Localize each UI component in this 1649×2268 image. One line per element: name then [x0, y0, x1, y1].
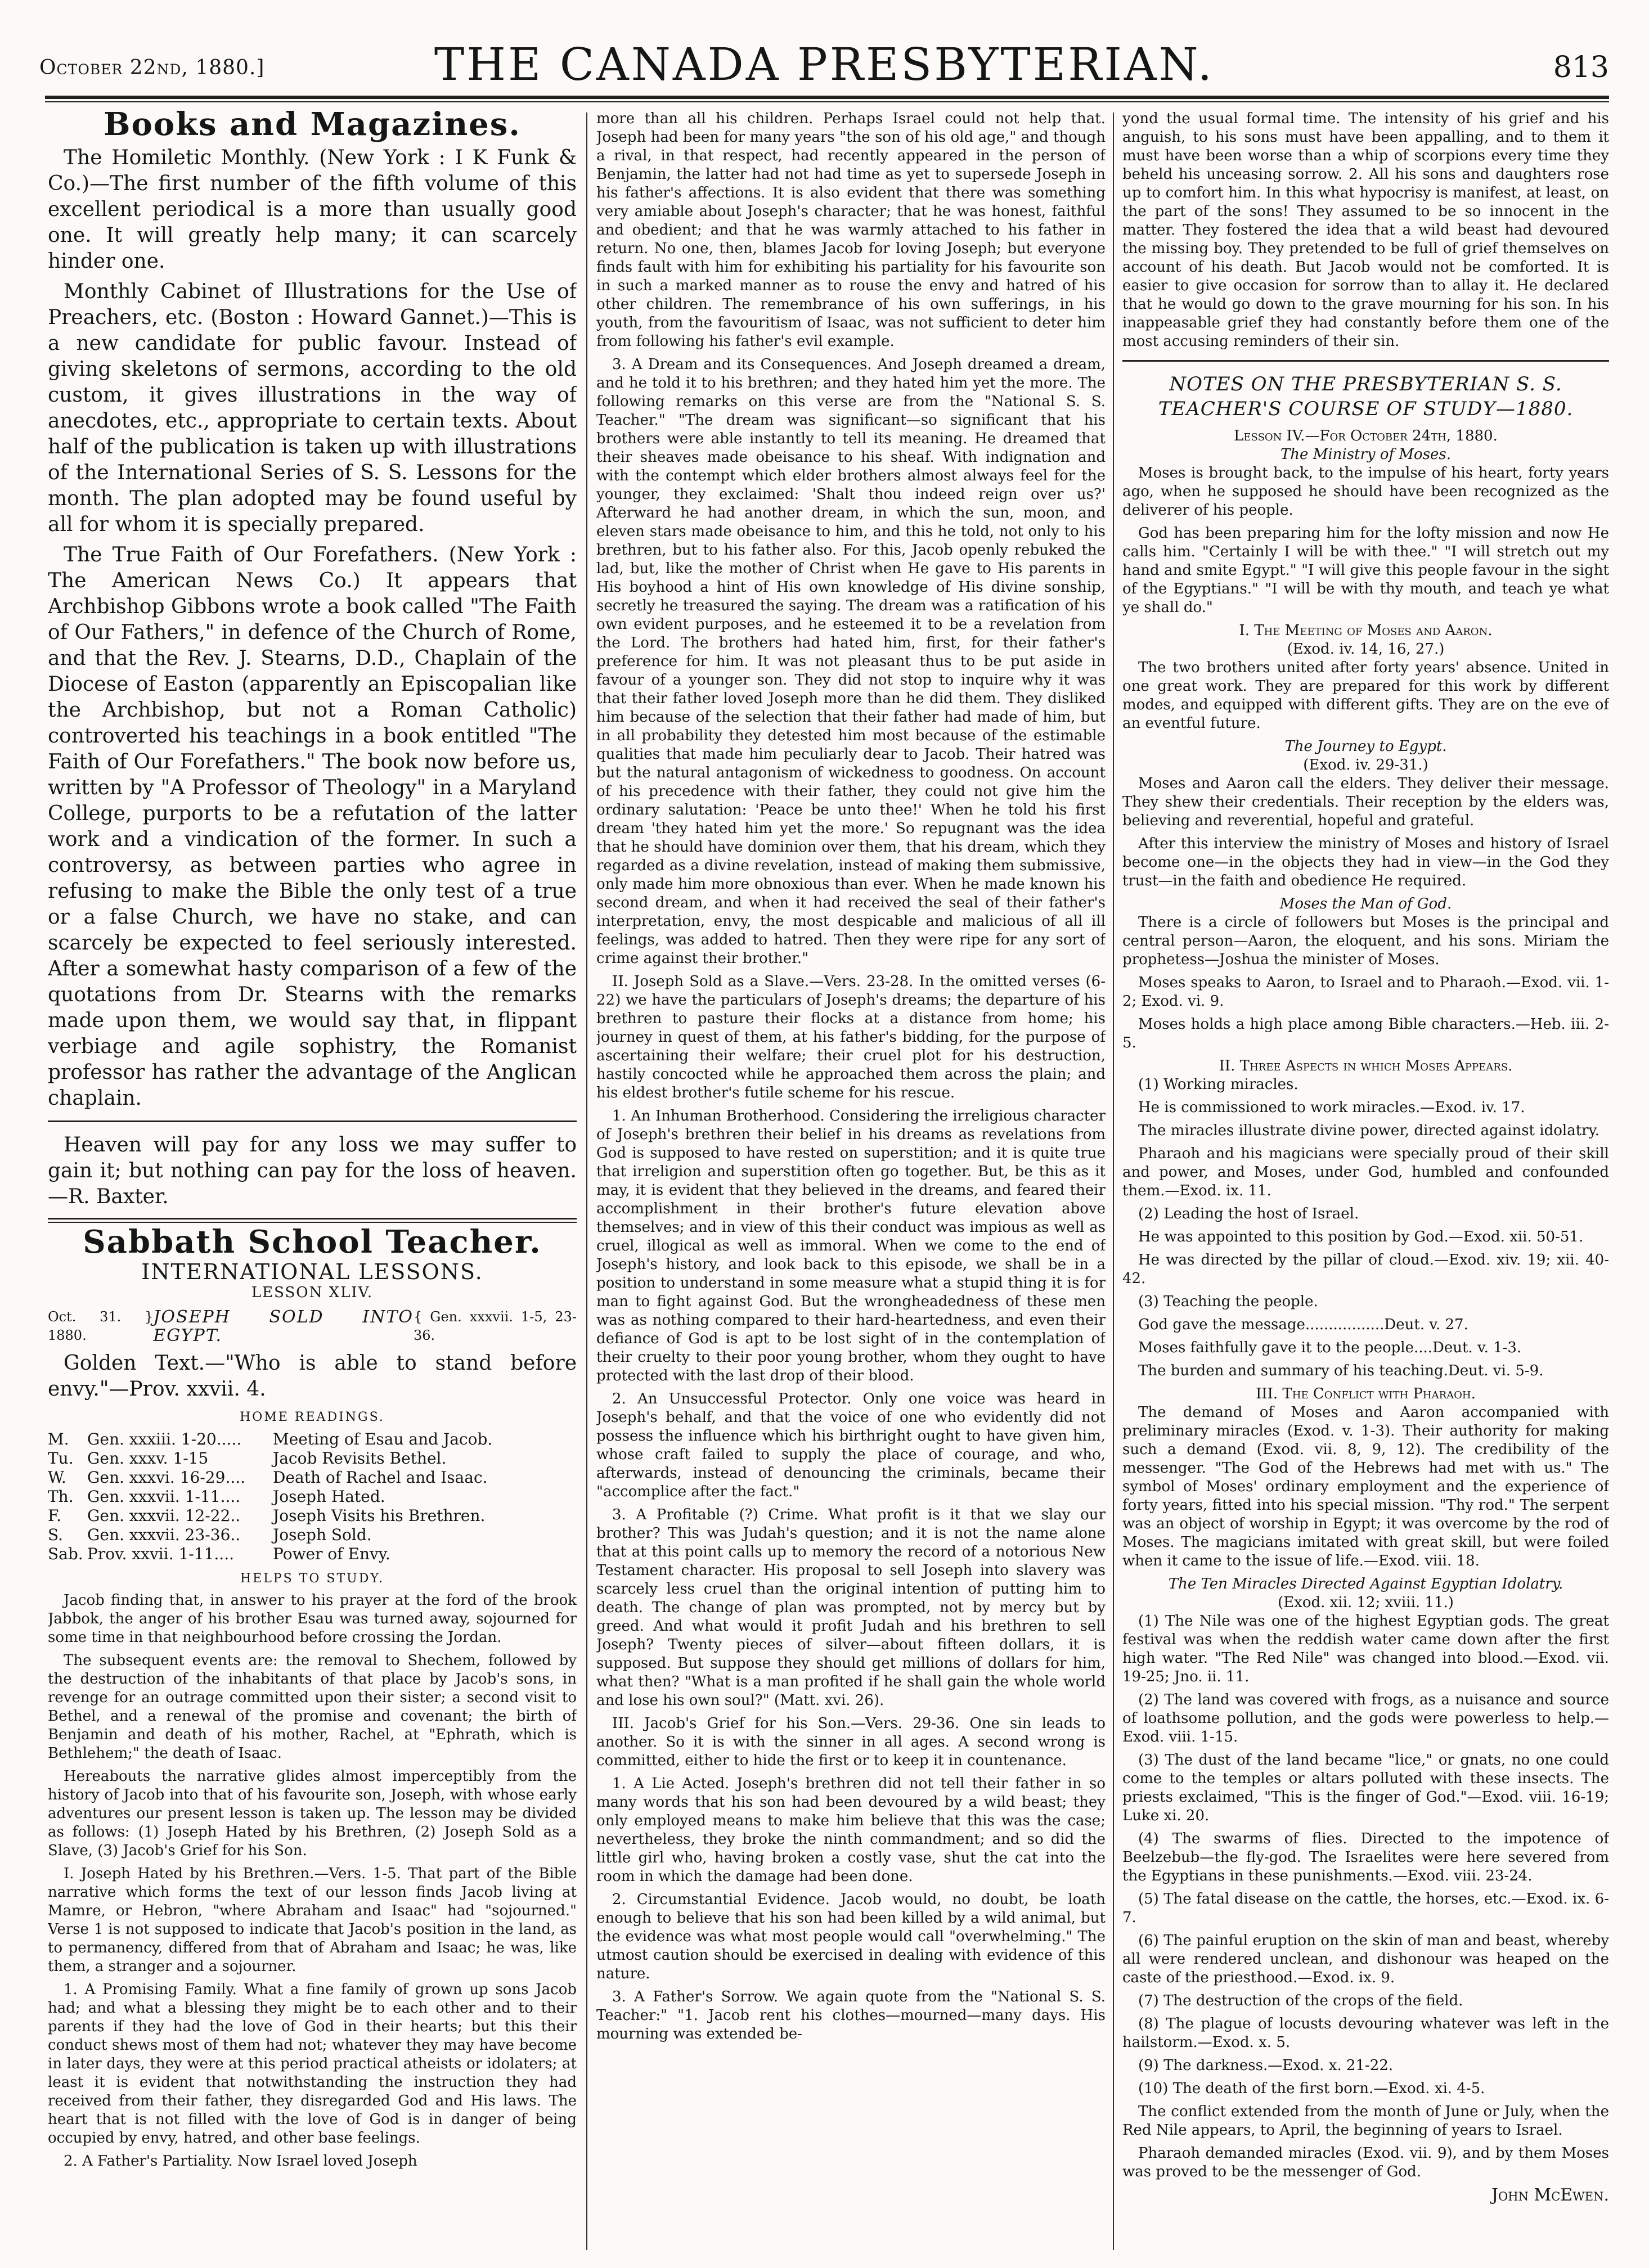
article-paragraph: more than all his children. Perhaps Israel could not help that. Joseph had been for many years "the son of his old age," and though a rival, in that respect, had recently appeared in the person of Benjamin, the latter had not had time as yet to supersede Joseph in his father's affections. It is also evident that there was something very amiable about Joseph's character; that he was honest, faithful and obedient; and that he was warmly attached to his father in return. No one, then, blames Jacob for loving Joseph; but everyone finds fault with him for exhibiting his partiality for his favourite son in such a marked manner as to rouse the envy and hatred of his other children. The remembrance of his own sufferings, in his youth, from the favouritism of Isaac, was not sufficient to deter him from following his father's evil example.	[596, 110, 1106, 350]
miracle-item: (9) The darkness.—Exod. x. 21-22.	[1138, 2057, 1394, 2074]
lesson-reference: { Gen. xxxvii. 1-5, 23-36.	[413, 1309, 577, 1343]
column-divider	[1113, 112, 1114, 2250]
notes-paragraph: The burden and summary of his teaching.Deut. vi. 5-9.	[1138, 1362, 1544, 1379]
scripture-reference: (Exod. iv. 14, 16, 27.)	[1287, 641, 1445, 658]
section-rule	[1122, 360, 1609, 362]
article-paragraph: 3. A Father's Sorrow. We again quote from the "National S. S. Teacher:" "1. Jacob rent his clothes—mourned—many days. His mourning was extended be-	[596, 1988, 1106, 2042]
article-paragraph: II. Joseph Sold as a Slave.—Vers. 23-28. In the omitted verses (6-22) we have the particulars of Joseph's dreams; the departure of his brethren to pasture their flocks at a distance from home; his journey in quest of them, at his father's bidding, for the purpose of ascertaining their welfare; their cruel plot for his destruction, hastily concocted while he approached them across the plain; and his eldest brother's futile scheme for his rescue.	[596, 973, 1106, 1101]
article-paragraph: yond the usual formal time. The intensity of his grief and his anguish, to his sons must have been appalling, and to them it must have been worse than a whip of scorpions every time they beheld his unceasing sorrow. 2. All his sons and daughters rose up to comfort him. In this what hypocrisy is manifest, at least, on the part of the sons! They assumed to be so innocent in the matter. They fostered the idea that a wild beast had devoured the missing boy. They pretended to be full of grief themselves on account of his death. But Jacob would not be comforted. It is easier to give occasion for sorrow than to allay it. He declared that he would go down to the grave mourning for his son. In his inappeasable grief they had constantly before them one of the most accusing reminders of their sin.	[1122, 110, 1609, 350]
reading-desc: Death of Rachel and Isaac.	[273, 1468, 488, 1487]
notes-paragraph: The miracles illustrate divine power, directed against idolatry.	[1138, 1122, 1600, 1139]
helps-heading: HELPS TO STUDY.	[240, 1572, 385, 1586]
column-divider	[586, 112, 587, 2250]
reading-ref: Gen. xxxvii. 23-36..	[87, 1526, 241, 1544]
review-true-faith: The True Faith of Our Forefathers. (New York : The American News Co.) It appears that Archbishop Gibbons wrote a book called "The Faith of Our Fathers," in defence of the Church of Rome, and that the Rev. J. Stearns, D.D., Chaplain of the Diocese of Easton (apparently an Episcopalian like the Archbishop, but not a Roman Catholic) controverted his teachings in a book entitled "The Faith of Our Forefathers." The book now before us, written by "A Professor of Theology" in a Maryland College, purports to be a refutation of the latter work and a vindication of the former. In such a controversy, as between parties who agree in refusing to make the Bible the only test of a true or a false Church, we have no stake, and can scarcely be expected to feel seriously interested. After a somewhat hasty comparison of a few of the quotations from Dr. Stearns with the remarks made upon them, we would say that, in flippant verbiage and agile sophistry, the Romanist professor has rather the advantage of the Anglican chaplain.	[48, 543, 577, 1110]
subheading: The Ten Miracles Directed Against Egyptian Idolatry.	[1168, 1576, 1563, 1592]
notes-paragraph: The conflict extended from the month of June or July, when the Red Nile appears, to April, the beginning of years to Israel.	[1122, 2103, 1609, 2139]
scripture-reference: (Exod. iv. 29-31.)	[1303, 757, 1428, 773]
miracle-item: (1) The Nile was one of the highest Egyptian gods. The great festival was when the reddish water came down after the first high water. "The Red Nile" was changed into blood.—Exod. vii. 19-25; Jno. ii. 11.	[1122, 1613, 1609, 1685]
column-middle	[596, 110, 1106, 2253]
reading-day: Sab.	[48, 1545, 83, 1563]
helps-paragraph: 2. A Father's Partiality. Now Israel loved Joseph	[64, 2153, 417, 2170]
notes-paragraph: (3) Teaching the people.	[1138, 1293, 1318, 1310]
reading-desc: Jacob Revisits Bethel.	[273, 1449, 447, 1468]
lesson-title: JOSEPH SOLD INTO EGYPT.	[153, 1307, 414, 1346]
notes-heading: NOTES ON THE PRESBYTERIAN S. S. TEACHER'S COURSE OF STUDY—1880.	[1158, 373, 1574, 420]
miracle-item: (4) The swarms of flies. Directed to the impotence of Beelzebub—the fly-god. The Israelites were here severed from the Egyptians in these punishments.—Exod. viii. 23-24.	[1122, 1830, 1609, 1884]
masthead	[39, 28, 1609, 101]
helps-paragraph: The subsequent events are: the removal to Shechem, followed by the destruction of the inhabitants of that place by Jacob's sons, in revenge for an outrage committed upon their sister; a second visit to Bethel, and a renewal of the promise and covenant; the birth of Benjamin and death of his mother, Rachel, at "Ephrath, which is Bethlehem;" the death of Isaac.	[48, 1652, 577, 1762]
reading-ref: Gen. xxxvii. 1-11....	[87, 1487, 241, 1506]
reading-desc: Power of Envy.	[273, 1545, 390, 1563]
masthead-rule-thin	[45, 101, 1609, 102]
table-row	[48, 1468, 577, 1487]
notes-paragraph: There is a circle of followers but Moses is the principal and central person—Aaron, the eloquent, and his sons. Miriam the prophetess—Joshua the minister of Moses.	[1122, 914, 1609, 968]
article-paragraph: 3. A Dream and its Consequences. And Joseph dreamed a dream, and he told it to his brethren; and they hated him yet the more. The following remarks on this verse are from the "National S. S. Teacher." "The dream was significant—so significant that his brothers were able instantly to tell its meaning. He dreamed that their sheaves made obeisance to his sheaf. With indignation and with the contempt which elder brothers almost always feel for the younger, they exclaimed: 'Shalt thou indeed reign over us?' Afterward he had another dream, in which the sun, moon, and eleven stars made obeisance to him, and this he told, not only to his brethren, but to his father also. For this, Jacob openly rebuked the lad, but, like the mother of Christ when He gave to His parents in His boyhood a hint of His own knowledge of His divine sonship, secretly he treasured the saying. The dream was a ratification of his own evident purposes, and he esteemed it to be a revelation from the Lord. The brothers had hated him, first, for their father's preference for him. It was not pleasant thus to be put aside in favour of a younger son. They did not stop to inquire why it was that their father loved Joseph more than he did them. They disliked him because of the selection that their father had made of him, but in all probability they detested him most because of the estimable qualities that made him peculiarly dear to Jacob. Their hatred was but the natural antagonism of wickedness to goodness. On account of his precedence with their father, they could not give him the ordinary salutation: 'Peace be unto thee!' When he told his first dream 'they hated him yet the more.' So repugnant was the idea that he should have dominion over them, that his dream, which they regarded as a divine revelation, instead of making them submissive, only made him more obnoxious than ever. When he made known his second dream, and when it had received the seal of their father's interpretation, envy, the most despicable and malicious of all ill feelings, was added to hatred. Then they were ripe for any sort of crime against their brother."	[596, 356, 1106, 967]
lesson-line	[48, 1308, 577, 1345]
notes-paragraph: Pharaoh and his magicians were specially proud of their skill and power, and Moses, under God, humbled and confounded them.—Exod. ix. 11.	[1122, 1145, 1609, 1199]
article-paragraph: III. Jacob's Grief for his Son.—Vers. 29-36. One sin leads to another. So it is with the sinner in all ages. A second wrong is committed, either to hide the first or to keep it in countenance.	[596, 1715, 1106, 1769]
notes-paragraph: Moses is brought back, to the impulse of his heart, forty years ago, when he supposed he should have been recognized as the deliverer of his people.	[1122, 465, 1609, 519]
reading-day: F.	[48, 1506, 61, 1525]
column-left	[48, 110, 577, 2253]
helps-paragraph: Jacob finding that, in answer to his prayer at the ford of the brook Jabbok, the anger of his brother Esau was turned away, sojourned for some time in that neighbourhood before crossing the Jordan.	[48, 1592, 577, 1646]
section-rule	[48, 1120, 577, 1122]
miracle-item: (2) The land was covered with frogs, as a nuisance and source of loathsome pollution, and the gods were powerless to help.—Exod. viii. 1-15.	[1122, 1691, 1609, 1745]
reading-desc: Joseph Sold.	[273, 1526, 372, 1544]
issue-date: October 22nd, 1880.]	[39, 56, 265, 79]
article-paragraph: 3. A Profitable (?) Crime. What profit is it that we slay our brother? This was Judah's question; and it is not the name alone that at this point calls up to memory the record of a notorious New Testament character. His proposal to sell Joseph into slavery was scarcely less cruel than the original intention of putting him to death. The change of plan was prompted, not by mercy but by greed. And what would it profit Judah and his brethren to sell Joseph? Twenty pieces of silver—about fifteen dollars, it is supposed. But suppose they should get millions of dollars for him, what then? "What is a man profited if he shall gain the whole world and lose his own soul?" (Matt. xvi. 26).	[596, 1506, 1106, 1709]
section-rule	[48, 1218, 577, 1223]
notes-paragraph: The two brothers united after forty years' absence. United in one great work. They are prepared for this work by different modes, and equipped with different gifts. They are on the eve of an eventful future.	[1122, 659, 1609, 732]
notes-paragraph: Moses speaks to Aaron, to Israel and to Pharaoh.—Exod. vii. 1-2; Exod. vi. 9.	[1122, 974, 1609, 1010]
subheading: Moses the Man of God.	[1279, 896, 1452, 912]
reading-ref: Gen. xxxiii. 1-20.....	[87, 1430, 242, 1448]
international-lessons-heading: INTERNATIONAL LESSONS.	[141, 1259, 483, 1284]
table-row	[48, 1449, 577, 1468]
books-magazines-heading: Books and Magazines.	[104, 110, 521, 143]
masthead-rule	[45, 96, 1609, 99]
quote-baxter: Heaven will pay for any loss we may suffer to gain it; but nothing can pay for the loss of heaven.—R. Baxter.	[48, 1133, 577, 1208]
table-row	[48, 1487, 577, 1506]
reading-ref: Gen. xxxv. 1-15	[87, 1449, 209, 1468]
helps-paragraph: I. Joseph Hated by his Brethren.—Vers. 1-5. That part of the Bible narrative which forms the text of our lesson finds Jacob living at Mamre, or Hebron, "where Abraham and Isaac" had "sojourned." Verse 1 is not supposed to indicate that Jacob's position in the land, as to permanency, differed from that of Abraham and Isaac; he was, like them, a stranger and a sojourner.	[48, 1865, 577, 1975]
article-paragraph: 2. Circumstantial Evidence. Jacob would, no doubt, be loath enough to believe that his son had been killed by a wild animal, but the evidence was what most people would call "overwhelming." The utmost caution should be exercised in dealing with evidence of this nature.	[596, 1891, 1106, 1982]
notes-paragraph: The demand of Moses and Aaron accompanied with preliminary miracles (Exod. v. 1-3). Their authority for making such a demand (Exod. vii. 8, 9, 12). The credibility of the messenger. "The God of the Hebrews had met with us." The symbol of Moses' ordinary employment and the experience of forty years, fitted into his special mission. "Thy rod." The serpent was an object of worship in Egypt; it was overcome by the rod of Moses. The magicians imitated with great skill, but were foiled when it came to the issue of life.—Exod. viii. 18.	[1122, 1404, 1609, 1569]
notes-paragraph: He is commissioned to work miracles.—Exod. iv. 17.	[1138, 1099, 1525, 1116]
reading-day: Th.	[48, 1487, 74, 1506]
sabbath-school-heading: Sabbath School Teacher.	[83, 1223, 542, 1261]
reading-desc: Meeting of Esau and Jacob.	[273, 1430, 493, 1448]
table-row	[48, 1430, 577, 1449]
table-row	[48, 1545, 577, 1564]
column-right	[1122, 110, 1609, 2253]
article-paragraph: 1. An Inhuman Brotherhood. Considering the irreligious character of Joseph's brethren their belief in his dreams as revelations from God is supposed to have rested on superstition; and it is quite true that irreligion and superstition often go together. But, be this as it may, it is evident that they believed in the dreams, and feared their accomplishment in their brother's future elevation above themselves; and in view of this their conduct was impious as well as cruel, illogical as well as immoral. When we come to the end of Joseph's history, and look back to this episode, we shall be in a position to understand in some measure what a stupid thing it is for man to fight against God. But the wrongheadedness of these men was as nothing compared to their hard-heartedness, and even their defiance of God is apt to be lost sight of in the contemplation of their cruelty to their poor young brother, whom they ought to have protected with the last drop of their blood.	[596, 1108, 1106, 1384]
review-monthly-cabinet: Monthly Cabinet of Illustrations for the Use of Preachers, etc. (Boston : Howard Gannet.)—This is a new candidate for public favour. Instead of giving skeletons of sermons, according to the old custom, it gives illustrations in the way of anecdotes, etc., appropriate to certain texts. About half of the publication is taken up with illustrations of the International Series of S. S. Lessons for the month. The plan adopted may be found useful by all for whom it is specially prepared.	[48, 280, 577, 536]
article-paragraph: 1. A Lie Acted. Joseph's brethren did not tell their father in so many words that his son had been devoured by a wild beast; they only employed means to make him believe that this was the case; nevertheless, they broke the ninth commandment; and so did the little girl who, having broken a costly vase, shut the cat into the room in which the damage had been done.	[596, 1775, 1106, 1885]
notes-paragraph: Moses and Aaron call the elders. They deliver their message. They shew their credentials. Their reception by the elders was, believing and reverential, hopeful and grateful.	[1122, 775, 1609, 829]
home-readings-heading: HOME READINGS.	[240, 1410, 385, 1424]
miracle-item: (7) The destruction of the crops of the field.	[1138, 1992, 1463, 2009]
newspaper-title: THE CANADA PRESBYTERIAN.	[434, 38, 1215, 91]
notes-paragraph: Moses faithfully gave it to the people....Deut. v. 1-3.	[1138, 1339, 1522, 1356]
miracle-item: (8) The plague of locusts devouring whatever was left in the hailstorm.—Exod. x. 5.	[1122, 2015, 1609, 2051]
subheading: II. Three Aspects in which Moses Appears.	[1219, 1058, 1513, 1074]
reading-day: W.	[48, 1468, 66, 1487]
helps-paragraph: 1. A Promising Family. What a fine family of grown up sons Jacob had; and what a blessing they might be to each other and to their parents if they had the love of God in their hearts; but this their conduct shews most of them had not; whatever they may have become in later days, they were at this period practical atheists or idolaters; at least it is evident that notwithstanding the instruction they had received from their father, they disregarded God and His laws. The heart that is not filled with the love of God is in danger of being occupied by envy, hatred, and other base feelings.	[48, 1981, 577, 2146]
notes-paragraph: Pharaoh demanded miracles (Exod. vii. 9), and by them Moses was proved to be the messenger of God.	[1122, 2145, 1609, 2180]
golden-text: Golden Text.—"Who is able to stand before envy."—Prov. xxvii. 4.	[48, 1352, 577, 1401]
miracle-item: (5) The fatal disease on the cattle, the horses, etc.—Exod. ix. 6-7.	[1122, 1891, 1609, 1926]
page-number: 813	[1553, 51, 1609, 84]
subheading: I. The Meeting of Moses and Aaron.	[1239, 622, 1493, 639]
article-paragraph: 2. An Unsuccessful Protector. Only one voice was heard in Joseph's behalf, and that the voice of one who evidently did not possess the influence which his birthright ought to have given him, whose craft failed to supply the place of courage, and who, afterwards, instead of denouncing the criminals, became their "accomplice after the fact."	[596, 1390, 1106, 1500]
miracle-item: (10) The death of the first born.—Exod. xi. 4-5.	[1138, 2080, 1485, 2097]
scripture-reference: (Exod. xii. 12; xviii. 11.)	[1278, 1594, 1454, 1611]
notes-paragraph: (2) Leading the host of Israel.	[1138, 1205, 1359, 1222]
notes-paragraph: He was directed by the pillar of cloud.—Exod. xiv. 19; xii. 40-42.	[1122, 1252, 1609, 1287]
notes-paragraph: God has been preparing him for the lofty mission and now He calls him. "Certainly I will be with thee." "I will stretch out my hand and smite Egypt." "I will give this people favour in the sight of the Egyptians." "I will be with thy mouth, and teach ye what ye shall do."	[1122, 525, 1609, 616]
subheading: The Journey to Egypt.	[1284, 738, 1447, 755]
lesson-iv-heading: Lesson IV.—For October 24th, 1880.	[1234, 428, 1498, 444]
lesson-date: Oct. 31. } 1880.	[48, 1309, 154, 1343]
notes-paragraph: He was appointed to this position by God.—Exod. xii. 50-51.	[1138, 1228, 1584, 1245]
review-homiletic-monthly: The Homiletic Monthly. (New York : I K Funk & Co.)—The first number of the fifth volume of this excellent periodical is a more than usually good one. It will greatly help many; it can scarcely hinder one.	[48, 146, 577, 273]
notes-paragraph: Moses holds a high place among Bible characters.—Heb. iii. 2-5.	[1122, 1016, 1609, 1051]
notes-paragraph: After this interview the ministry of Moses and history of Israel become one—in the objects they had in view—in the God they trust—in the faith and obedience He required.	[1122, 835, 1609, 889]
miracle-item: (6) The painful eruption on the skin of man and beast, whereby all were rendered unclean, and dishonour was heaped on the caste of the priesthood.—Exod. ix. 9.	[1122, 1932, 1609, 1986]
reading-ref: Prov. xxvii. 1-11....	[87, 1545, 234, 1563]
table-row	[48, 1506, 577, 1526]
reading-desc: Joseph Visits his Brethren.	[273, 1506, 486, 1525]
helps-paragraph: Hereabouts the narrative glides almost imperceptibly from the history of Jacob into that of his favourite son, Joseph, with whose early adventures our present lesson is taken up. The lesson may be divided as follows: (1) Joseph Hated by his Brethren, (2) Joseph Sold as a Slave, (3) Jacob's Grief for his Son.	[48, 1768, 577, 1859]
reading-day: M.	[48, 1430, 69, 1448]
signature: John McEwen.	[1491, 2185, 1609, 2205]
reading-day: S.	[48, 1526, 64, 1544]
reading-ref: Gen. xxxvi. 16-29....	[87, 1468, 246, 1487]
reading-desc: Joseph Hated.	[273, 1487, 385, 1506]
home-readings-table	[48, 1430, 577, 1564]
notes-paragraph: God gave the message.................Deut. v. 27.	[1138, 1316, 1468, 1333]
reading-ref: Gen. xxxvii. 12-22..	[87, 1506, 241, 1525]
miracle-item: (3) The dust of the land became "lice," or gnats, no one could come to the temples or altars polluted with these insects. The priests exclaimed, "This is the finger of God."—Exod. viii. 16-19; Luke xi. 20.	[1122, 1752, 1609, 1824]
notes-paragraph: (1) Working miracles.	[1138, 1076, 1298, 1093]
lesson-number: LESSON XLIV.	[251, 1284, 374, 1301]
table-row	[48, 1526, 577, 1545]
subheading: III. The Conflict with Pharaoh.	[1256, 1385, 1476, 1402]
subheading: The Ministry of Moses.	[1280, 446, 1452, 463]
reading-day: Tu.	[48, 1449, 74, 1468]
